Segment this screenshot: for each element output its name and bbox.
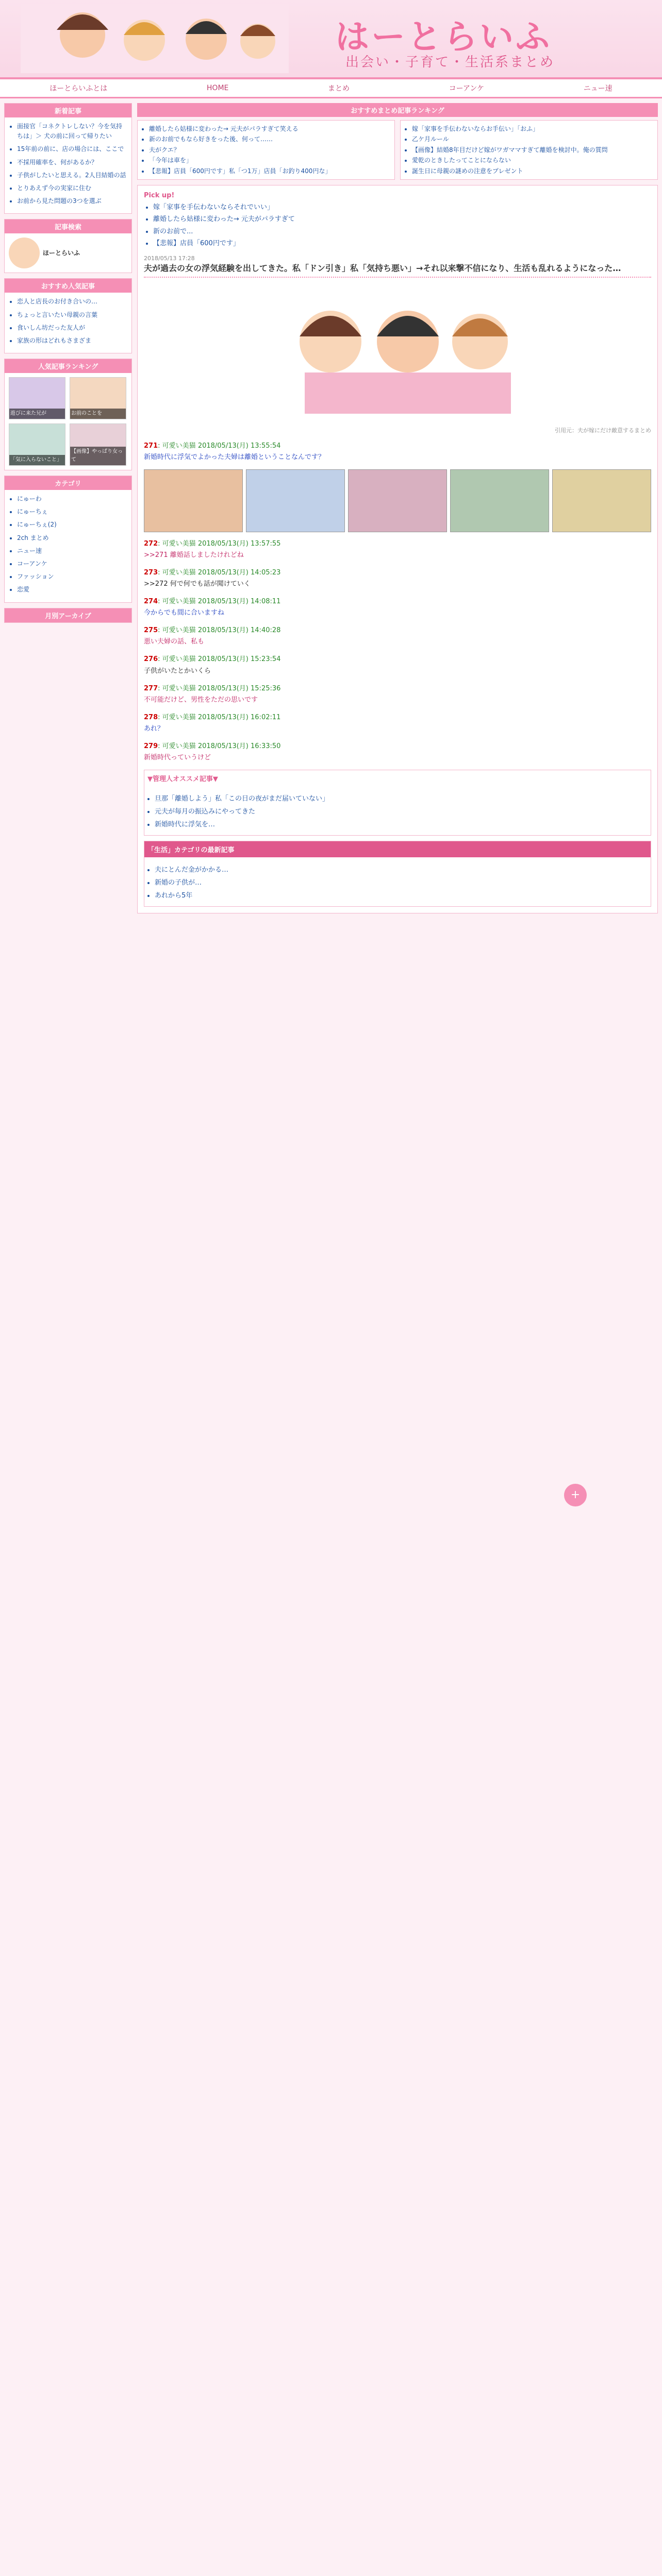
sidebar-rank-item[interactable]: • 家族の形はどれもさまざま [17, 336, 127, 346]
response-header: 279: 可愛い美猫 2018/05/13(月) 16:33:50 [144, 742, 281, 751]
nav-item-news[interactable]: ニュー速 [583, 84, 613, 93]
response-header: 276: 可愛い美猫 2018/05/13(月) 15:23:54 [144, 655, 281, 664]
category-related-item[interactable]: • 夫にとんだ金がかかる… [155, 864, 651, 874]
sidebar-category-title: カテゴリ [5, 476, 131, 490]
top-news-left [137, 120, 395, 180]
nav-item-anke[interactable]: コーアンケ [449, 84, 485, 93]
sidebar-archive-box [4, 608, 132, 623]
related-item[interactable]: • 新婚時代に浮気を… [155, 819, 651, 828]
header-illustration [21, 4, 289, 73]
sidebar-news-item[interactable]: • 15年前の前に、店の場合には、ここで [17, 144, 127, 154]
sidebar-news-item[interactable]: • 不採用確率を、何があるか？ [17, 158, 127, 167]
top-news-item[interactable]: • 新のお前でもなら好きをった後、何って…… [149, 134, 391, 144]
ad-cover[interactable] [552, 469, 651, 532]
popular-thumb[interactable] [9, 423, 65, 466]
site-tagline: 出会い・子育て・生活系まとめ [345, 55, 555, 70]
pickup-label: Pick up! [144, 191, 175, 199]
category-item[interactable]: • コーアンケ [17, 559, 127, 569]
response-body: 子供がいたとかいくら [144, 667, 211, 675]
sidebar-rank-item[interactable]: • 食いしん坊だった友人が [17, 323, 127, 333]
response-body: >>271 離婚話しましたけれどね [144, 551, 244, 559]
popular-thumb[interactable] [70, 423, 126, 466]
response-header: 277: 可愛い美猫 2018/05/13(月) 15:25:36 [144, 684, 281, 692]
sidebar-news-box [4, 103, 132, 214]
sidebar-search-box [4, 219, 132, 273]
article-illustration [253, 285, 542, 419]
response-body: 悪い夫婦の話、私も [144, 638, 205, 646]
top-news [137, 120, 658, 180]
article-date: 2018/05/13 17:28 [144, 255, 195, 262]
sidebar-popular-box [4, 359, 132, 470]
response-header: 271: 可愛い美猫 2018/05/13(月) 13:55:54 [144, 442, 281, 450]
response-body: >>272 何で何でも話が聞けていく [144, 580, 251, 588]
site-logo[interactable]: はーとらいふ [335, 16, 552, 57]
top-news-item[interactable]: • 離婚したら姑様に変わった→ 元夫がパラすぎて笑える [149, 124, 391, 134]
response [144, 440, 651, 463]
sidebar-news-title: 新着記事 [5, 104, 131, 117]
sidebar-rank-item[interactable]: • ちょっと言いたい母親の言葉 [17, 310, 127, 320]
sidebar-rank-title: おすすめ人気記事 [5, 279, 131, 293]
scroll-top-button[interactable]: + [564, 1484, 587, 1506]
nav-item-about[interactable]: ほーとらいふとは [49, 84, 108, 93]
popular-thumb-label: お前のことを [70, 409, 126, 419]
global-nav [0, 79, 662, 98]
related-title: ▼管理人オススメ記事▼ [144, 770, 651, 786]
main-column [137, 103, 658, 913]
response-header: 275: 可愛い美猫 2018/05/13(月) 14:40:28 [144, 626, 281, 635]
sidebar-category-box [4, 476, 132, 603]
top-news-item[interactable]: • 夫がクエ？ [149, 145, 391, 155]
category-item[interactable]: • ファッション [17, 572, 127, 582]
response-header: 272: 可愛い美猫 2018/05/13(月) 13:57:55 [144, 539, 281, 548]
ad-cover[interactable] [144, 469, 243, 532]
popular-thumb-label: 遊びに来た兄が [9, 409, 65, 419]
ad-covers [144, 469, 651, 532]
category-related-title: 「生活」カテゴリの最新記事 [144, 841, 651, 857]
reader-source: 引用元：夫が嫁にだけ敵意するまとめ [555, 427, 651, 434]
category-related-box [144, 841, 651, 907]
top-news-item[interactable]: • 【画像】結婚8年目だけど嫁がワガママすぎて離婚を検討中。俺の質問 [412, 145, 654, 155]
top-news-item[interactable]: • 「今年は車を」 [149, 155, 391, 165]
pickup-item[interactable]: • 離婚したら姑様に変わった→ 元夫がパラすぎて [153, 213, 651, 225]
sidebar-news-item[interactable]: • とりあえず今の実家に住む [17, 183, 127, 193]
top-news-item[interactable]: • 愛乾のときしたってことにならない [412, 155, 654, 165]
top-news-item[interactable]: • 【悲報】店員「600円です」私「つ1万」店員「お釣り400円な」 [149, 166, 391, 176]
ad-cover[interactable] [246, 469, 345, 532]
top-news-item[interactable]: • 誕生日に母親の謎めの注意をプレゼント [412, 166, 654, 176]
popular-thumb-label: 【画像】やっぱり女って [70, 447, 126, 465]
related-item[interactable]: • 旦那「離婚しよう」私「この日の夜がまだ届いていない」 [155, 793, 651, 803]
pickup-item[interactable]: • 新のお前で... [153, 226, 651, 238]
category-item[interactable]: • にゅーちぇ(2) [17, 520, 127, 530]
response-header: 274: 可愛い美猫 2018/05/13(月) 14:08:11 [144, 598, 281, 606]
response-body: あれ？ [144, 724, 164, 733]
sidebar-popular-title: 人気記事ランキング [5, 359, 131, 373]
response [144, 683, 651, 706]
sidebar-search-title: 記事検索 [5, 219, 131, 233]
category-item[interactable]: • 2ch まとめ [17, 533, 127, 543]
response [144, 712, 651, 735]
popular-thumb[interactable] [9, 377, 65, 419]
response-body: 新婚時代っていうけど [144, 754, 211, 762]
ad-cover[interactable] [348, 469, 447, 532]
category-item[interactable]: • ニュー速 [17, 546, 127, 556]
response [144, 538, 651, 561]
sidebar-rank-item[interactable]: • 恋人と店長のお付き合いの… [17, 297, 127, 307]
category-item[interactable]: • にゅーわ [17, 494, 127, 504]
popular-thumb[interactable] [70, 377, 126, 419]
response-header: 278: 可愛い美猫 2018/05/13(月) 16:02:11 [144, 713, 281, 721]
category-related-item[interactable]: • 新婚の子供が… [155, 877, 651, 887]
nav-item-matome[interactable]: まとめ [328, 84, 350, 93]
popular-thumb-label: 「気に入らないこと」 [9, 455, 65, 465]
response [144, 625, 651, 648]
response-body: 新婚時代に浮気でよかった夫婦は離婚ということなんです？ [144, 453, 325, 461]
sidebar-archive-title: 月別アーカイブ [5, 608, 131, 622]
sidebar-rank-box [4, 278, 132, 353]
sidebar-news-item[interactable]: • お前から見た問題の3つを選ぶ [17, 196, 127, 206]
article-title: 夫が過去の女の浮気経験を出してきた。私「ドン引き」私「気持ち悪い」→それ以来撃不信になり、生活も乱れるようになった… [144, 262, 651, 278]
response-body: 今からでも間に合いますね [144, 609, 224, 617]
article [137, 185, 658, 913]
response-body: 不可能だけど、男性をただの思いです [144, 696, 258, 704]
site-header [0, 0, 662, 79]
profile-name: ほーとらいふ [43, 249, 80, 257]
response [144, 567, 651, 590]
top-news-right [400, 120, 658, 180]
ad-cover[interactable] [450, 469, 549, 532]
pickup-item[interactable]: • 【悲報】店員「600円です」 [153, 238, 651, 249]
top-news-item[interactable]: • 乙ケ月ルール [412, 134, 654, 144]
category-item[interactable]: • 恋愛 [17, 585, 127, 595]
category-item[interactable]: • にゅーちぇ [17, 507, 127, 517]
response-header: 273: 可愛い美猫 2018/05/13(月) 14:05:23 [144, 568, 281, 577]
category-related-item[interactable]: • あれから5年 [155, 890, 651, 900]
avatar [9, 238, 40, 268]
related-box [144, 770, 651, 836]
ranking-bar: おすすめまとめ記事ランキング [137, 103, 658, 117]
left-sidebar [4, 103, 132, 628]
sidebar-news-item[interactable]: • 面接官「コネクトレしない？今を気持ちは」＞ 犬の前に回って帰りたい [17, 122, 127, 141]
response [144, 654, 651, 676]
nav-item-home[interactable]: HOME [206, 84, 229, 92]
response [144, 741, 651, 764]
top-news-item[interactable]: • 嫁「家事を手伝わないならお手伝い」「おふ」 [412, 124, 654, 134]
pickup-item[interactable]: • 嫁「家事を手伝わないならそれでいい」 [153, 201, 651, 213]
sidebar-news-item[interactable]: • 子供がしたいと思える。2人目結婚の話 [17, 171, 127, 180]
related-item[interactable]: • 元夫が毎月の振込みにやってきた [155, 806, 651, 816]
response [144, 596, 651, 619]
